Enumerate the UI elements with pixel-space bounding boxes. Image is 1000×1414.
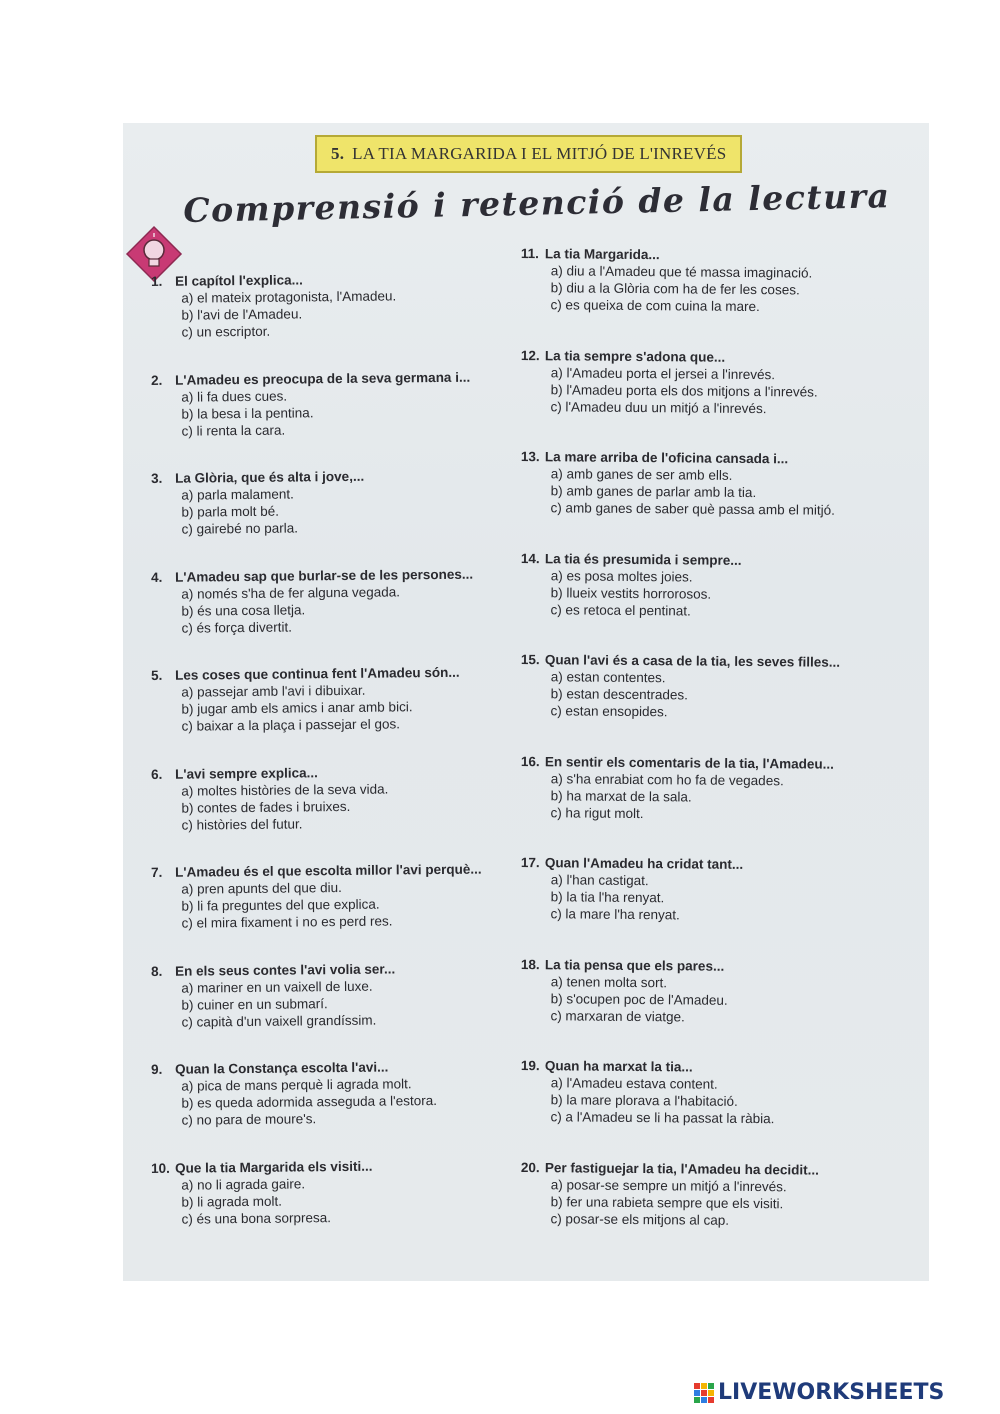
question-text: Quan la Constança escolta l'avi... <box>175 1059 389 1077</box>
question-text: En els seus contes l'avi volia ser... <box>175 960 396 979</box>
question-number: 19. <box>520 1058 540 1074</box>
question-item <box>520 1159 921 1230</box>
answer-option: c) no para de moure's. <box>181 1111 317 1128</box>
answer-option: c) gairebé no parla. <box>181 520 299 537</box>
section-title: Comprensió i retenció de la lectura <box>183 176 891 230</box>
answer-option: c) li renta la cara. <box>181 422 286 439</box>
answer-option: c) baixar a la plaça i passejar el gos. <box>181 716 401 734</box>
question-text: Quan l'Amadeu ha cridat tant... <box>544 855 744 872</box>
question-number: 4. <box>151 569 163 585</box>
answer-option: c) la mare l'ha renyat. <box>550 906 680 923</box>
logo-mark-icon <box>694 1383 714 1403</box>
answer-option: a) li fa dues cues. <box>181 388 288 405</box>
answer-option: a) l'Amadeu porta el jersei a l'inrevés. <box>550 364 776 382</box>
question-number: 8. <box>151 963 163 979</box>
question-item <box>151 466 512 538</box>
answer-option: a) estan contentes. <box>550 669 666 686</box>
answer-option: b) cuiner en un submarí. <box>181 995 328 1013</box>
question-item <box>520 854 921 925</box>
question-item <box>520 956 921 1027</box>
answer-option: a) tenen molta sort. <box>550 973 668 990</box>
right-question-column <box>521 245 921 1260</box>
question-number: 7. <box>151 864 163 880</box>
answer-option: a) s'ha enrabiat com ho fa de vegades. <box>550 770 784 788</box>
answer-option: b) l'Amadeu porta els dos mitjons a l'inrevés. <box>550 381 818 400</box>
answer-option: a) mariner en un vaixell de luxe. <box>181 978 373 996</box>
question-number: 15. <box>520 652 540 668</box>
question-item <box>520 448 921 519</box>
question-number: 11. <box>520 245 540 262</box>
question-item <box>151 1156 512 1228</box>
question-number: 6. <box>151 766 163 782</box>
question-number: 10. <box>151 1160 170 1176</box>
answer-option: b) ha marxat de la sala. <box>550 787 692 804</box>
answer-option: b) estan descentrades. <box>550 686 689 703</box>
answer-option: c) marxaran de viatge. <box>550 1007 685 1024</box>
answer-option: c) estan ensopides. <box>550 703 668 720</box>
answer-option: b) amb ganes de parlar amb la tia. <box>550 483 757 501</box>
logo-text: LIVEWORKSHEETS <box>718 1380 945 1405</box>
left-question-column <box>151 273 511 1258</box>
question-number: 5. <box>151 667 163 683</box>
answer-option: c) és una bona sorpresa. <box>181 1209 332 1227</box>
question-text: La tia sempre s'adona que... <box>544 347 726 365</box>
answer-option: c) ha rigut molt. <box>550 804 644 821</box>
question-text: Per fastiguejar la tia, l'Amadeu ha decidit... <box>544 1159 820 1178</box>
chapter-title: LA TIA MARGARIDA I EL MITJÓ DE L'INREVÉS <box>352 144 727 163</box>
answer-option: c) es queixa de com cuina la mare. <box>550 297 760 315</box>
answer-option: c) el mira fixament i no es perd res. <box>181 913 393 931</box>
question-number: 20. <box>520 1159 540 1175</box>
chapter-ribbon <box>315 135 742 173</box>
answer-option: b) la tia l'ha renyat. <box>550 889 665 906</box>
question-text: Les coses que continua fent l'Amadeu són... <box>175 664 460 683</box>
answer-option: c) un escriptor. <box>181 323 271 340</box>
answer-option: b) parla molt bé. <box>181 503 280 520</box>
question-item <box>151 860 512 932</box>
question-text: La tia Margarida... <box>544 246 660 263</box>
answer-option: a) pren apunts del que diu. <box>181 880 342 897</box>
question-item <box>520 1057 921 1128</box>
answer-option: b) la besa i la pentina. <box>181 404 314 422</box>
question-text: L'avi sempre explica... <box>175 764 318 782</box>
answer-option: a) moltes històries de la seva vida. <box>181 781 389 799</box>
answer-option: c) posar-se els mitjons al cap. <box>550 1210 730 1228</box>
question-number: 18. <box>520 956 540 972</box>
answer-option: c) és força divertit. <box>181 619 292 636</box>
question-text: El capítol l'explica... <box>175 272 303 289</box>
worksheet-photo <box>123 123 929 1281</box>
answer-option: a) l'Amadeu estava content. <box>550 1075 718 1092</box>
answer-option: c) l'Amadeu duu un mitjó a l'inrevés. <box>550 398 767 416</box>
answer-option: c) amb ganes de saber què passa amb el mitjó. <box>550 500 835 518</box>
question-number: 17. <box>520 854 540 871</box>
question-title <box>151 565 511 586</box>
answer-option: b) es queda adormida asseguda a l'estora. <box>181 1093 438 1111</box>
question-item <box>151 663 512 735</box>
question-item <box>520 753 921 824</box>
answer-option: b) contes de fades i bruixes. <box>181 798 351 816</box>
answer-option: b) llueix vestits horrorosos. <box>550 584 712 602</box>
question-number: 1. <box>151 273 163 289</box>
question-item <box>520 651 921 722</box>
question-number: 9. <box>151 1061 163 1077</box>
question-item <box>151 959 512 1031</box>
answer-option: a) el mateix protagonista, l'Amadeu. <box>181 288 397 306</box>
question-number: 12. <box>520 347 540 363</box>
answer-option: b) li fa preguntes del que explica. <box>181 896 380 914</box>
question-number: 14. <box>520 550 540 566</box>
liveworksheets-logo <box>694 1380 944 1405</box>
answer-option: a) amb ganes de ser amb ells. <box>550 466 733 483</box>
answer-option: a) l'han castigat. <box>550 872 649 889</box>
answer-option: c) històries del futur. <box>181 815 303 833</box>
answer-option: c) capità d'un vaixell grandíssim. <box>181 1012 377 1030</box>
question-text: La Glòria, que és alta i jove,... <box>175 468 365 486</box>
chapter-number: 5. <box>331 144 345 163</box>
answer-option: a) no li agrada gaire. <box>181 1175 306 1193</box>
answer-option: b) diu a la Glòria com ha de fer les coses. <box>550 280 800 298</box>
question-text: La mare arriba de l'oficina cansada i... <box>544 449 789 467</box>
question-item <box>520 347 921 418</box>
question-text: Quan ha marxat la tia... <box>544 1058 693 1075</box>
answer-option: b) fer una rabieta sempre que els visiti. <box>550 1193 784 1211</box>
question-item <box>151 368 512 440</box>
question-text: L'Amadeu sap que burlar-se de les persones... <box>175 566 474 585</box>
question-number: 3. <box>151 470 163 486</box>
answer-option: a) només s'ha de fer alguna vegada. <box>181 583 401 602</box>
question-item <box>151 269 512 341</box>
answer-option: c) a l'Amadeu se li ha passat la ràbia. <box>550 1109 775 1127</box>
question-item <box>151 762 512 834</box>
question-title <box>151 368 511 389</box>
answer-option: a) posar-se sempre un mitjó a l'inrevés. <box>550 1176 787 1194</box>
answer-option: b) s'ocupen poc de l'Amadeu. <box>550 990 728 1008</box>
answer-option: b) és una cosa lletja. <box>181 601 306 619</box>
answer-option: b) jugar amb els amics i anar amb bici. <box>181 699 413 717</box>
question-text: L'Amadeu és el que escolta millor l'avi perquè... <box>175 861 482 880</box>
question-item <box>520 245 921 316</box>
answer-option: a) parla malament. <box>181 486 294 503</box>
question-number: 2. <box>151 372 163 388</box>
answer-option: c) es retoca el pentinat. <box>550 601 691 618</box>
answer-option: b) la mare plorava a l'habitació. <box>550 1092 738 1109</box>
question-item <box>151 565 512 637</box>
question-text: La tia pensa que els pares... <box>544 956 725 974</box>
question-text: La tia és presumida i sempre... <box>544 550 742 568</box>
answer-option: a) passejar amb l'avi i dibuixar. <box>181 682 366 700</box>
question-text: Que la tia Margarida els visiti... <box>175 1158 373 1176</box>
answer-option: a) pica de mans perquè li agrada molt. <box>181 1076 412 1094</box>
question-item <box>151 1057 512 1129</box>
question-text: En sentir els comentaris de la tia, l'Amadeu... <box>544 753 835 772</box>
answer-option: b) li agrada molt. <box>181 1193 283 1210</box>
question-number: 13. <box>520 448 540 465</box>
answer-option: a) diu a l'Amadeu que té massa imaginació. <box>550 263 813 281</box>
question-text: Quan l'avi és a casa de la tia, les seves filles... <box>544 652 841 670</box>
question-number: 16. <box>520 753 540 769</box>
answer-option: a) es posa moltes joies. <box>550 567 693 584</box>
question-item <box>520 550 921 621</box>
answer-option: b) l'avi de l'Amadeu. <box>181 306 303 323</box>
question-text: L'Amadeu es preocupa de la seva germana i... <box>175 369 471 388</box>
